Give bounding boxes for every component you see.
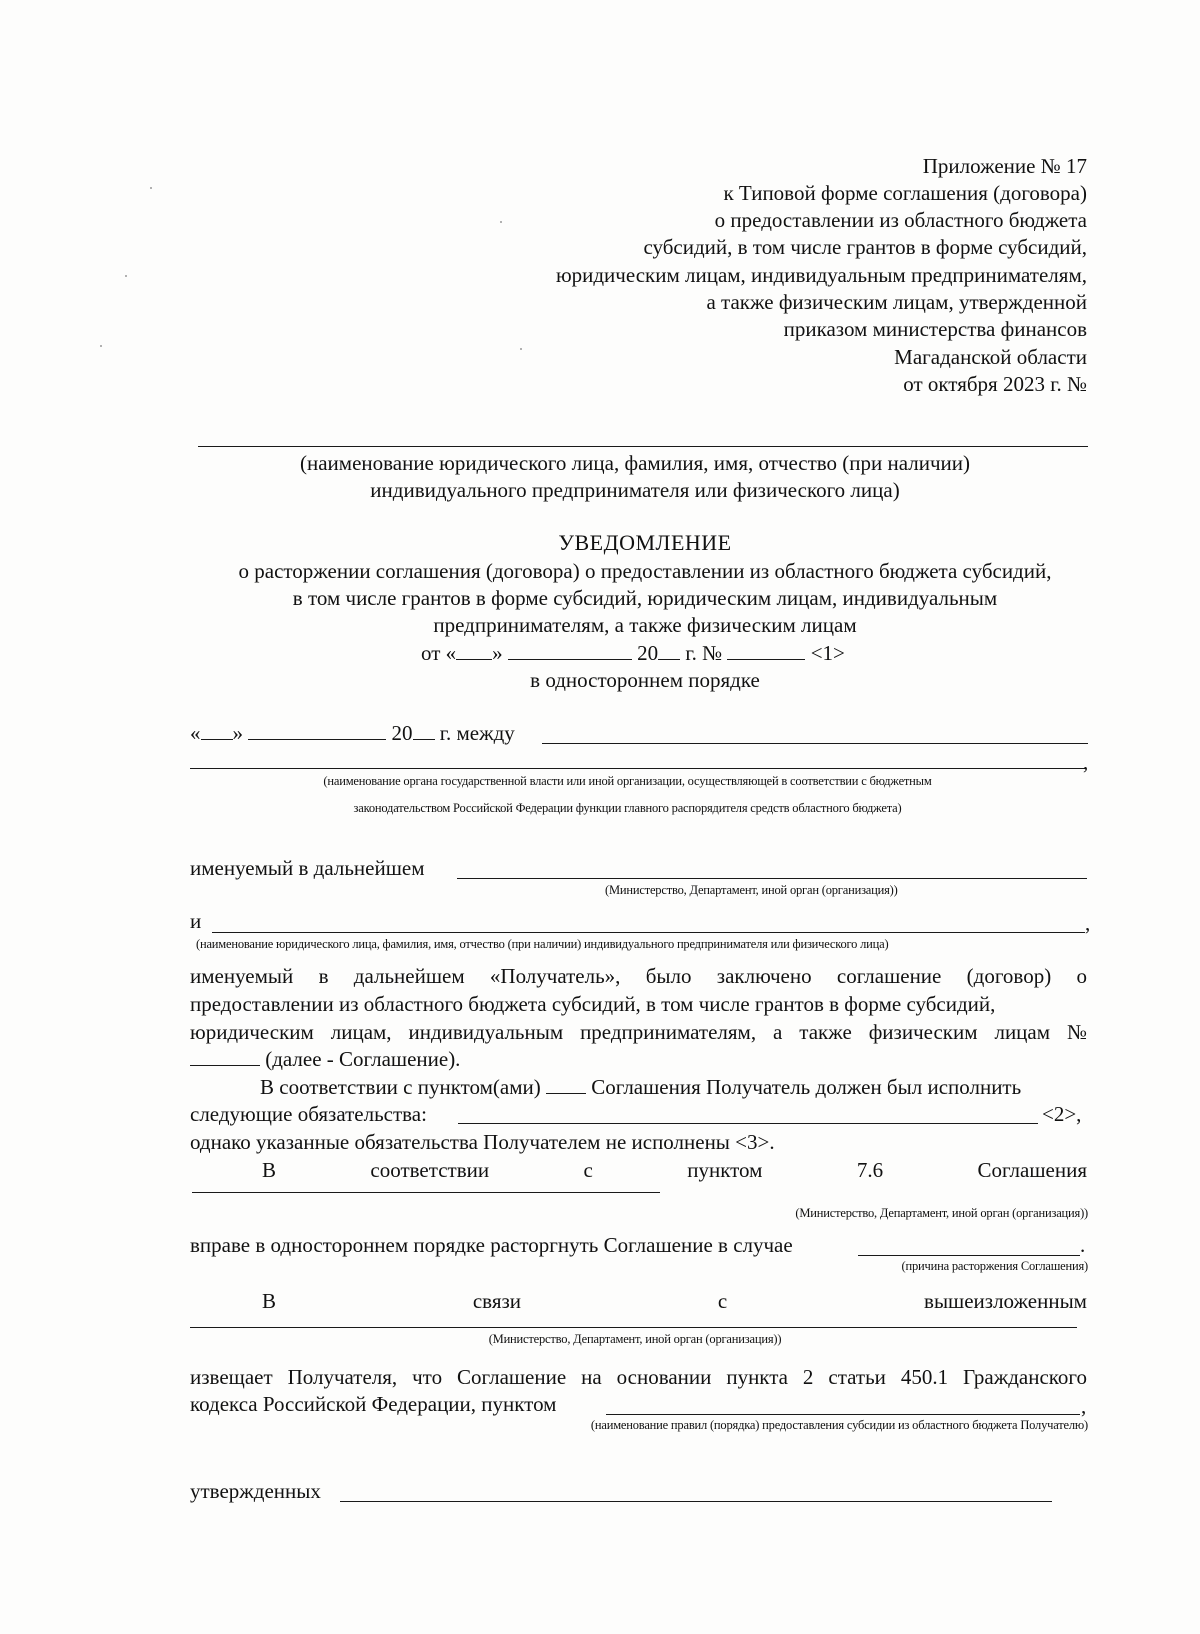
- header-line: Приложение № 17: [922, 154, 1087, 178]
- ministry-caption: (Министерство, Департамент, иной орган (организация)): [488, 1332, 782, 1346]
- approved-label: утвержденных: [190, 1479, 321, 1503]
- clause-field[interactable]: [546, 1075, 586, 1094]
- body-line: извещает Получателя, что Соглашение на основании пункта 2 статьи 450.1 Гражданского: [190, 1365, 1087, 1389]
- rules-caption: (наименование правил (порядка) предоставления субсидии из областного бюджета Получателю): [590, 1418, 1088, 1432]
- body-line: (далее - Соглашение).: [190, 1046, 460, 1072]
- organ-name-field[interactable]: [542, 743, 1088, 744]
- body-line: именуемый в дальнейшем «Получатель», было заключено соглашение (договор) о: [190, 964, 1087, 988]
- ministry-caption: (Министерство, Департамент, иной орган (организация)): [795, 1206, 1088, 1220]
- ministry-field[interactable]: [192, 1192, 660, 1193]
- scan-speck: [100, 345, 102, 347]
- scan-speck: [125, 275, 127, 277]
- period: .: [1080, 1233, 1086, 1257]
- organ-caption: законодательством Российской Федерации функции главного распорядителя средств областного бюджета): [353, 801, 902, 815]
- header-line: а также физическим лицам, утвержденной: [706, 290, 1087, 314]
- number-field[interactable]: [727, 641, 805, 660]
- year-field[interactable]: [413, 721, 435, 740]
- comma: ,: [1083, 750, 1089, 774]
- header-line: к Типовой форме соглашения (договора): [723, 181, 1087, 205]
- header-line: юридическим лицам, индивидуальным предпринимателям,: [555, 263, 1087, 287]
- recipient-caption: (наименование юридического лица, фамилия, имя, отчество (при наличии): [299, 451, 971, 475]
- scan-speck: [150, 187, 152, 189]
- body-line: однако указанные обязательства Получателем не исполнены <3>.: [190, 1130, 775, 1154]
- reason-caption: (причина расторжения Соглашения): [901, 1259, 1088, 1273]
- unilateral-label: в одностороннем порядке: [530, 668, 760, 692]
- comma: ,: [1085, 911, 1091, 935]
- header-line: от октября 2023 г. №: [903, 372, 1087, 396]
- ministry-field[interactable]: [457, 878, 1087, 879]
- body-line: вправе в одностороннем порядке расторгнуть Соглашение в случае: [190, 1233, 793, 1257]
- notice-subtitle: в том числе грантов в форме субсидий, юридическим лицам, индивидуальным: [292, 586, 998, 610]
- reason-field[interactable]: [858, 1255, 1080, 1256]
- header-line: Магаданской области: [894, 345, 1087, 369]
- notice-subtitle: предпринимателям, а также физическим лицам: [433, 613, 857, 637]
- body-line: предоставлении из областного бюджета субсидий, в том числе грантов в форме субсидий,: [190, 992, 996, 1016]
- month-field[interactable]: [508, 641, 632, 660]
- recipient-field[interactable]: [212, 932, 1085, 933]
- body-line: кодекса Российской Федерации, пунктом: [190, 1392, 557, 1416]
- obligations-field[interactable]: [458, 1123, 1038, 1124]
- day-field[interactable]: [456, 641, 492, 660]
- header-line: субсидий, в том числе грантов в форме субсидий,: [643, 235, 1087, 259]
- approved-field[interactable]: [340, 1501, 1052, 1502]
- recipient-name-field[interactable]: [198, 446, 1088, 447]
- month-field[interactable]: [248, 721, 386, 740]
- agreement-date-line: « » 20 г. между: [190, 721, 515, 745]
- header-line: приказом министерства финансов: [783, 317, 1087, 341]
- and-label: и: [190, 909, 202, 933]
- recipient-caption-small: (наименование юридического лица, фамилия, имя, отчество (при наличии) индивидуального предпринимателя или физического лица): [196, 937, 889, 951]
- organ-name-field-cont[interactable]: [190, 768, 1085, 769]
- footnote-ref: <1>: [810, 641, 845, 665]
- notice-title: УВЕДОМЛЕНИЕ: [558, 530, 732, 555]
- ministry-field[interactable]: [190, 1327, 1077, 1328]
- scan-speck: [520, 348, 522, 350]
- header-line: о предоставлении из областного бюджета: [714, 208, 1087, 232]
- footnote-ref: <2>,: [1042, 1102, 1082, 1126]
- scan-speck: [500, 221, 502, 223]
- body-line: юридическим лицам, индивидуальным предпринимателям, а также физическим лицам №: [190, 1020, 1087, 1044]
- year-field[interactable]: [658, 641, 680, 660]
- ministry-caption: (Министерство, Департамент, иной орган (организация)): [605, 883, 898, 897]
- day-field[interactable]: [201, 721, 233, 740]
- named-label: именуемый в дальнейшем: [190, 856, 425, 880]
- body-line-justified: В соответствии с пунктом 7.6 Соглашения: [262, 1158, 1087, 1182]
- organ-caption: (наименование органа государственной власти или иной организации, осуществляющей в соответствии с бюджетным: [323, 774, 932, 788]
- body-line: следующие обязательства:: [190, 1102, 427, 1126]
- notice-subtitle: о расторжении соглашения (договора) о предоставлении из областного бюджета субсидий,: [238, 559, 1052, 583]
- comma: ,: [1081, 1394, 1087, 1418]
- rules-field[interactable]: [606, 1414, 1080, 1415]
- agreement-number-field[interactable]: [190, 1047, 260, 1066]
- body-line: В соответствии с пунктом(ами) Соглашения Получатель должен был исполнить: [260, 1075, 1022, 1099]
- body-line-justified: В связи с вышеизложенным: [262, 1289, 1087, 1313]
- recipient-caption: индивидуального предпринимателя или физического лица): [370, 478, 900, 502]
- notice-date-line: от « » 20 г. № <1>: [421, 641, 845, 665]
